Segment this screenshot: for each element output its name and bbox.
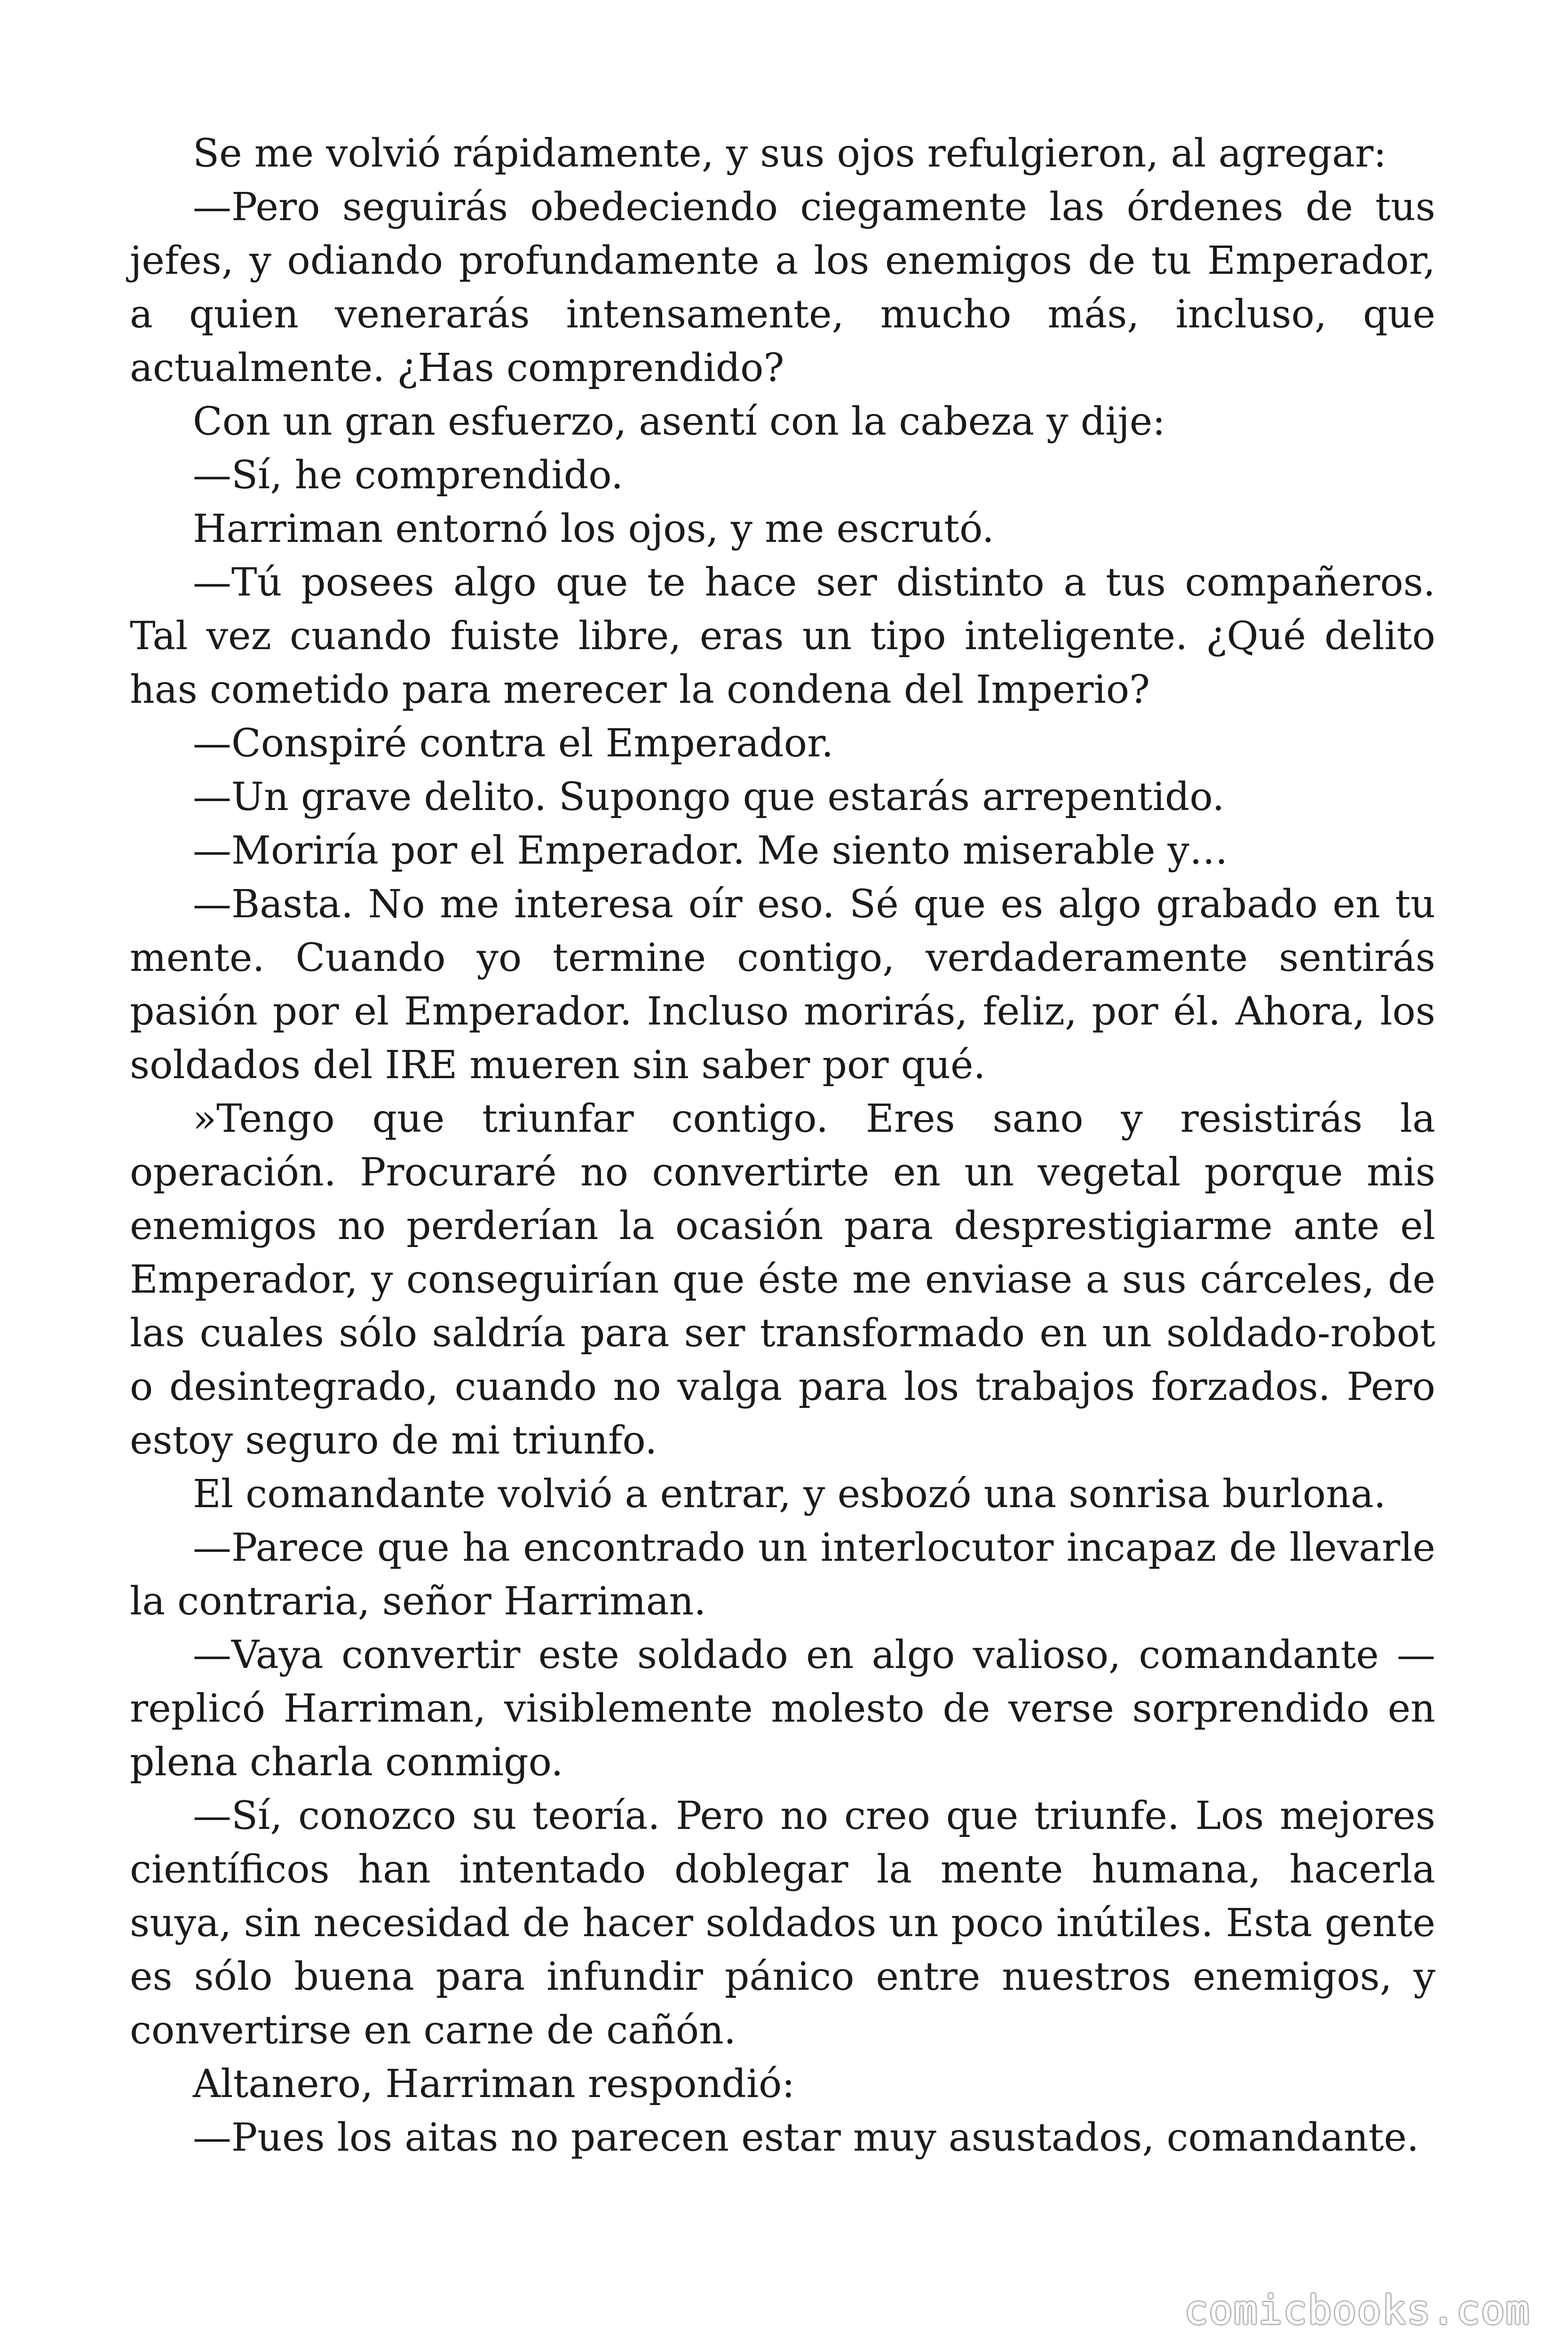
- paragraph: Se me volvió rápidamente, y sus ojos refulgieron, al agregar:: [193, 131, 1386, 176]
- book-page-text: [130, 127, 1435, 2165]
- paragraph: —Un grave delito. Supongo que estarás arrepentido.: [193, 775, 1225, 819]
- paragraph: —Moriría por el Emperador. Me siento miserable y…: [193, 828, 1228, 873]
- paragraph: —Vaya convertir este soldado en algo valioso, comandante —replicó Harriman, visiblemente molesto de verse sorprendido en plena charla conmigo.: [130, 1633, 1435, 1785]
- paragraph: —Sí, he comprendido.: [193, 453, 624, 498]
- paragraph: »Tengo que triunfar contigo. Eres sano y resistirás la operación. Procuraré no convertirte en un vegetal porque mis enemigos no perderían la ocasión para desprestigiarme ante el Emperador, y conseguirían que éste me enviase a sus cárceles, de las cuales sólo saldría para ser transformado en un soldado-robot o desintegrado, cuando no valga para los trabajos forzados. Pero estoy seguro de mi triunfo.: [130, 1097, 1435, 1463]
- paragraph: —Pero seguirás obedeciendo ciegamente las órdenes de tus jefes, y odiando profundamente a los enemigos de tu Emperador, a quien venerarás intensamente, mucho más, incluso, que actualmente. ¿Has comprendido?: [130, 185, 1435, 390]
- paragraph: Altanero, Harriman respondió:: [193, 2062, 795, 2106]
- paragraph: —Pues los aitas no parecen estar muy asustados, comandante.: [193, 2115, 1419, 2160]
- paragraph: Con un gran esfuerzo, asentí con la cabeza y dije:: [193, 399, 1165, 444]
- paragraph: —Basta. No me interesa oír eso. Sé que es algo grabado en tu mente. Cuando yo termine contigo, verdaderamente sentirás pasión por el Emperador. Incluso morirás, feliz, por él. Ahora, los soldados del IRE mueren sin saber por qué.: [130, 882, 1435, 1088]
- paragraph: El comandante volvió a entrar, y esbozó una sonrisa burlona.: [193, 1472, 1386, 1517]
- site-watermark: comicbooks.com: [1184, 2287, 1530, 2333]
- paragraph: —Parece que ha encontrado un interlocutor incapaz de llevarle la contraria, señor Harriman.: [130, 1526, 1435, 1624]
- paragraph: —Tú posees algo que te hace ser distinto a tus compañeros. Tal vez cuando fuiste libre, eras un tipo inteligente. ¿Qué delito has cometido para merecer la condena del Imperio?: [130, 560, 1435, 712]
- paragraph: —Sí, conozco su teoría. Pero no creo que triunfe. Los mejores científicos han intentado doblegar la mente humana, hacerla suya, sin necesidad de hacer soldados un poco inútiles. Esta gente es sólo buena para infundir pánico entre nuestros enemigos, y convertirse en carne de cañón.: [130, 1794, 1435, 2053]
- paragraph: —Conspiré contra el Emperador.: [193, 721, 834, 766]
- paragraph: Harriman entornó los ojos, y me escrutó.: [193, 507, 994, 551]
